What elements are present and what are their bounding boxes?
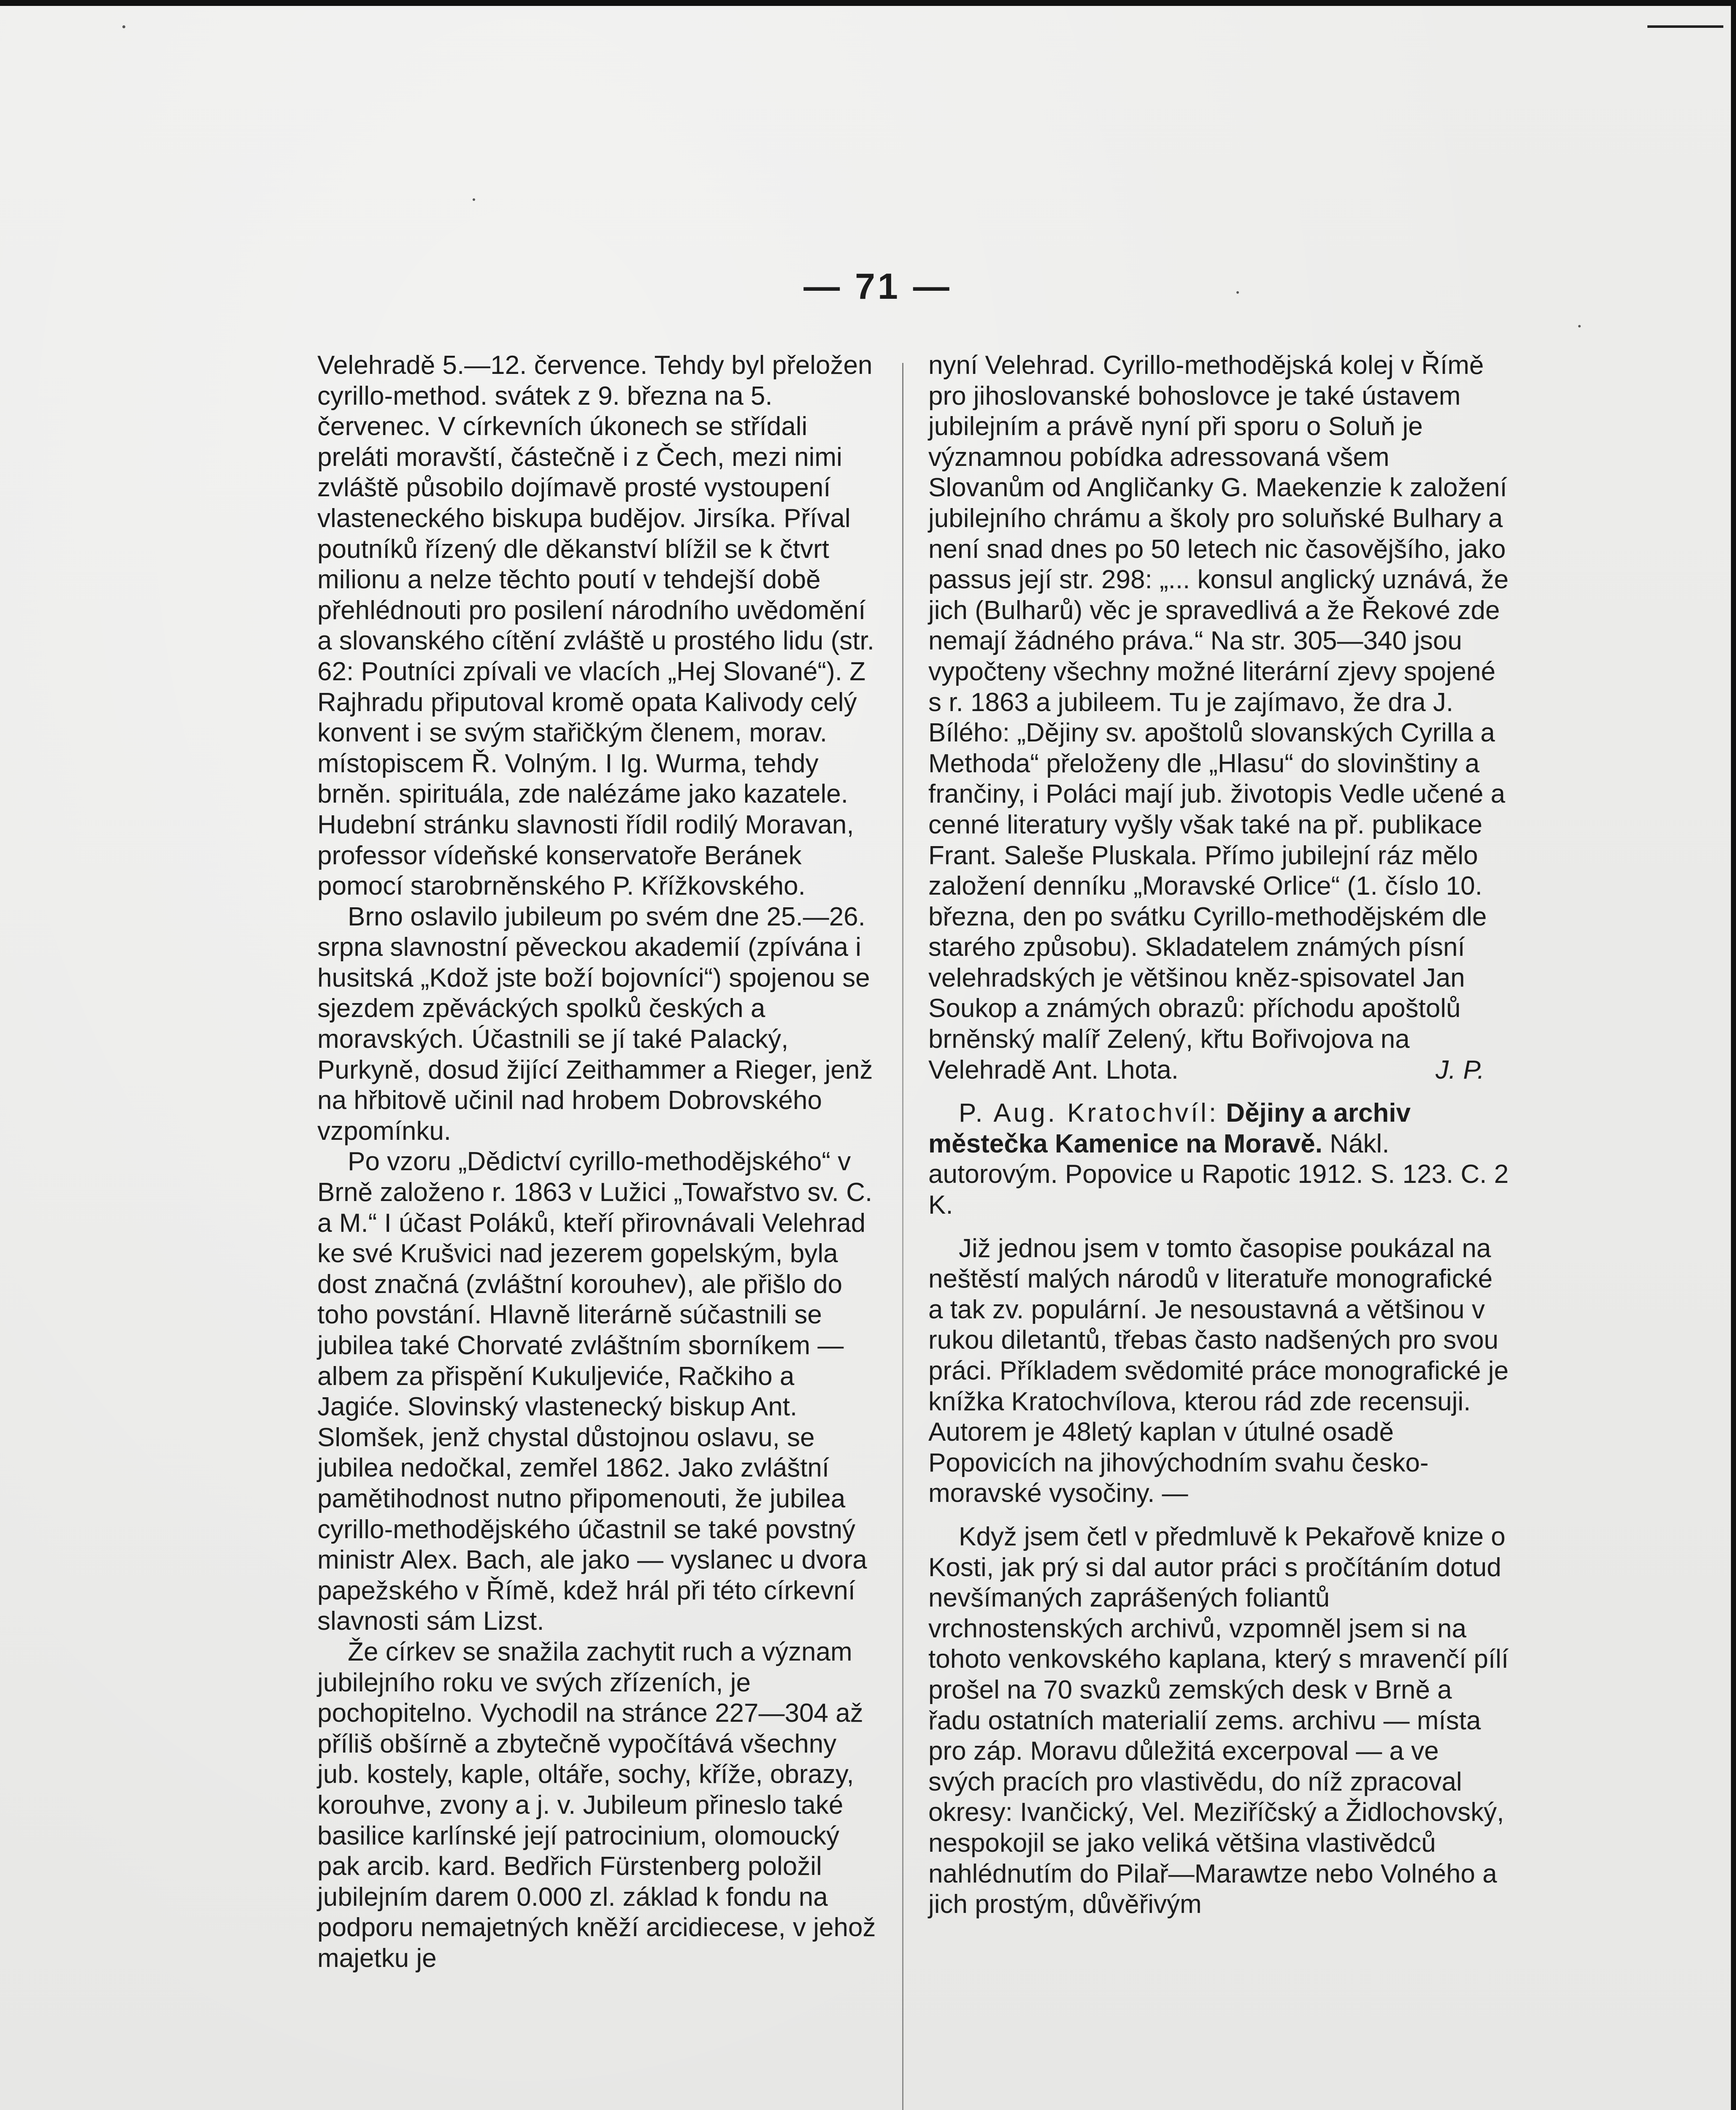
signature: J. P. xyxy=(1435,1055,1485,1085)
column-divider xyxy=(902,363,903,2110)
paragraph: Že církev se snažila zachytit ruch a význam jubilejního roku ve svých zřízeních, je pochopitelno. Vychodil na stránce 227—304 až příliš obšírně a zbytečně vypočítává všechny jub. kostely, kaple, oltáře, sochy, kříže, obrazy, korouhve, zvony a j. v. Jubileum přineslo také basilice karlínské její patrocinium, olomoucký pak arcib. kard. Bedřich Fürstenberg položil jubilejním darem 0.000 zl. základ k fondu na podporu nemajetných kněží arcidiecese, v jehož majetku je xyxy=(317,1637,876,1973)
left-column xyxy=(317,350,882,1974)
review-author: P. Aug. Kratochvíl: xyxy=(959,1098,1219,1128)
speck xyxy=(1236,291,1239,294)
page-number: — 71 — xyxy=(803,266,952,307)
review-publication: Nákl. autorovým. Popovice u Rapotic 1912. S. 123. C. 2 K. xyxy=(928,1129,1509,1220)
speck xyxy=(473,198,475,201)
paragraph: Když jsem četl v předmluvě k Pekařově knize o Kosti, jak prý si dal autor práci s pročítáním dotud nevšímaných zaprášených foliantů vrchnostenských archivů, vzpomněl jsem si na tohoto venkovského kaplana, který s mravenčí pílí prošel na 70 svazků zemských desk v Brně a řadu ostatních materialií zems. archivu — místa pro záp. Moravu důležitá excerpoval — a ve svých pracích pro vlastivědu, do níž zpracoval okresy: Ivančický, Vel. Meziříčský a Židlochovský, nespokojil se jako veliká většina vlastivědců nahlédnutím do Pilař—Marawtze nebo Volného a jich prostým, důvěřivým xyxy=(928,1522,1509,1919)
right-column xyxy=(928,350,1510,1920)
speck xyxy=(1578,325,1581,327)
paragraph: nyní Velehrad. Cyrillo-methodějská kolej v Římě pro jihoslovanské bohoslovce je také ústavem jubilejním a právě nyní při sporu o Soluň je významnou pobídka adressovaná všem Slovanům od Angličanky G. Maekenzie k založení jubilejního chrámu a školy pro soluňské Bulhary a není snad dnes po 50 letech nic časovějšího, jako passus její str. 298: „... konsul anglický uznává, že jich (Bulharů) věc je spravedlivá a že Řekové zde nemají žádného práva.“ Na str. 305—340 jsou vypočteny všechny možné literární zjevy spojené s r. 1863 a jubileem. Tu je zajímavo, že dra J. Bílého: „Dějiny sv. apoštolů slovanských Cyrilla a Methoda“ přeloženy dle „Hlasu“ do slovinštiny a frančiny, i Poláci mají jub. životopis Vedle učené a cenné literatury vyšly však také na př. publikace Frant. Saleše Pluskala. Přímo jubilejní ráz mělo založení denníku „Moravské Orlice“ (1. číslo 10. března, den po svátku Cyrillo-methodějském dle starého způsobu). Skladatelem známých písní velehradských je většinou kněz-spisovatel Jan Soukop a známých obrazů: příchodu apoštolů brněnský malíř Zelený, křtu Bořivojova na Velehradě Ant. Lhota. xyxy=(928,351,1509,1085)
paragraph: Brno oslavilo jubileum po svém dne 25.—26. srpna slavnostní pěveckou akademií (zpívána i husitská „Kdož jste boží bojovníci“) spojenou se sjezdem zpěváckých spolků českých a moravských. Účastnili se jí také Palacký, Purkyně, dosud žijící Zeithammer a Rieger, jenž na hřbitově učinil nad hrobem Dobrovského vzpomínku. xyxy=(317,902,873,1146)
paragraph: Již jednou jsem v tomto časopise poukázal na neštěstí malých národů v literatuře monografické a tak zv. populární. Je nesoustavná a většinou v rukou diletantů, třebas často nadšených pro svou práci. Příkladem svědomité práce monografické je knížka Kratochvílova, kterou rád zde recensuji. Autorem je 48letý kaplan v útulné osadě Popovicích na jihovýchodním svahu česko-moravské vysočiny. — xyxy=(928,1234,1509,1508)
corner-mark xyxy=(1647,0,1723,28)
review-title: Dějiny a archiv městečka Kamenice na Moravě. xyxy=(928,1098,1411,1158)
scan-border-top xyxy=(0,0,1736,6)
speck xyxy=(122,25,125,28)
paragraph: Velehradě 5.—12. července. Tehdy byl přeložen cyrillo-method. svátek z 9. března na 5. červenec. V církevních úkonech se střídali preláti moravští, částečně i z Čech, mezi nimi zvláště působilo dojímavě prosté vystoupení vlasteneckého biskupa budějov. Jirsíka. Příval poutníků řízený dle děkanství blížil se k čtvrt milionu a nelze těchto poutí v tehdejší době přehlédnouti pro posilení národního uvědomění a slovanského cítění zvláště u prostého lidu (str. 62: Poutníci zpívali ve vlacích „Hej Slované“). Z Rajhradu připutoval kromě opata Kalivody celý konvent i se svým stařičkým členem, morav. místopiscem Ř. Volným. I Ig. Wurma, tehdy brněn. spirituála, zde nalézáme jako kazatele. Hudební stránku slavnosti řídil rodilý Moravan, professor vídeňské konservatoře Beránek pomocí starobrněnského P. Křížkovského. xyxy=(317,351,874,901)
scan-border-right xyxy=(1731,0,1736,2110)
paragraph: Po vzoru „Dědictví cyrillo-methodějského“ v Brně založeno r. 1863 v Lužici „Towařstvo sv. C. a M.“ I účast Poláků, kteří přirovnávali Velehrad ke své Krušvici nad jezerem gopelským, byla dost značná (zvláštní korouhev), ale přišlo do toho povstání. Hlavně literárně súčastnili se jubilea také Chorvaté zvláštním sborníkem — albem za přispění Kukuljeviće, Račkiho a Jagiće. Slovinský vlastenecký biskup Ant. Slomšek, jenž chystal důstojnou oslavu, se jubilea nedočkal, zemřel 1862. Jako zvláštní pamětihodnost nutno připomenouti, že jubilea cyrillo-methodějského účastnil se také povstný ministr Alex. Bach, ale jako — vyslanec u dvora papežského v Římě, kdež hrál při této církevní slavnosti sám Lizst. xyxy=(317,1147,873,1636)
review-heading xyxy=(928,1098,1510,1220)
